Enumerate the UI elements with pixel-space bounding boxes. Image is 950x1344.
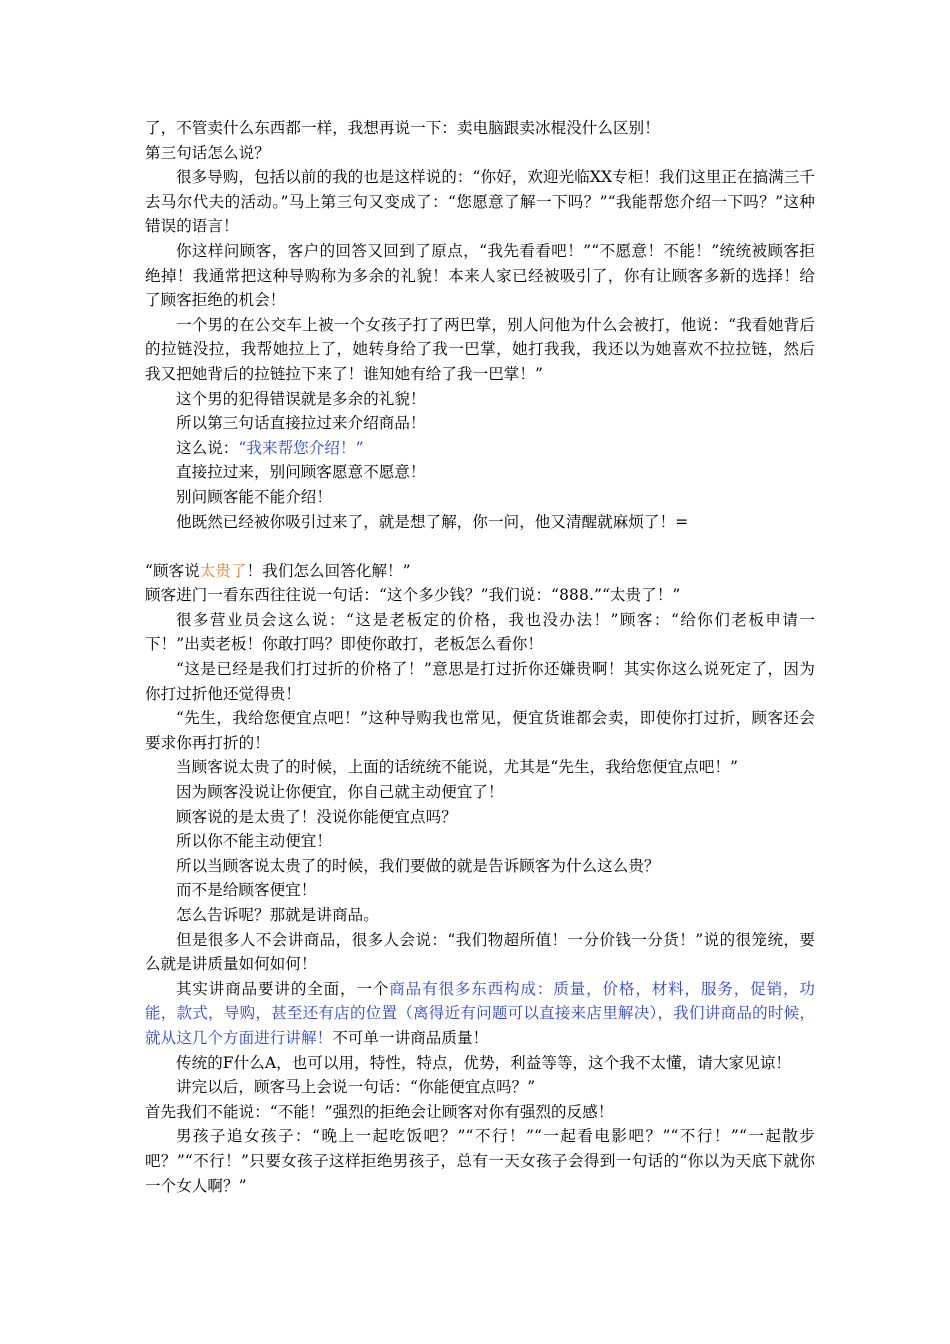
text-span: 顾客说的是太贵了！没说你能便宜点吗？ [176,807,457,826]
paragraph [145,780,815,805]
highlighted-text: 商品有很多东西构成：质量，价格，材料，服务，促销，功能，款式，导购，甚至还有店的位置（离得近有问题可以直接来店里解决），我们讲商品的时候，就从这几个方面进行讲解！ [145,979,815,1047]
paragraph [145,460,815,485]
text-span: 很多营业员会这么说：“这是老板定的价格，我也没办法！”顾客：“给你们老板申请一下！”出卖老板！你敢打吗？即使你敢打，老板怎么看你！ [145,610,815,654]
paragraph [145,436,815,461]
text-span: ！我们怎么回答化解！” [246,561,411,580]
text-span: 怎么告诉呢？那就是讲商品。 [176,906,379,924]
text-span: 首先我们不能说：“不能！”强烈的拒绝会让顾客对你有强烈的反感！ [145,1102,614,1121]
document-page [145,116,815,1198]
text-span: 但是很多人不会讲商品，很多人会说：“我们物超所值！一分价钱一分货！”说的很笼统，要么就是讲质量如何如何！ [145,930,815,974]
text-span: 所以你不能主动便宜！ [176,832,333,851]
text-span: “先生，我给您便宜点吧！”这种导购我也常见，便宜货谁都会卖，即使你打过折，顾客还会要求你再打折的！ [145,709,815,752]
paragraph [145,239,815,313]
paragraph [145,706,815,755]
text-span: 传统的F什么A，也可以用，特性，特点，优势，利益等等，这个我不太懂，请大家见谅！ [176,1053,791,1072]
paragraph [145,608,815,657]
paragraph [145,1124,815,1198]
paragraph [145,559,815,584]
text-span: 当顾客说太贵了的时候，上面的话统统不能说，尤其是“先生，我给您便宜点吧！” [176,758,739,777]
paragraph [145,165,815,239]
paragraph [145,141,815,166]
paragraph [145,878,815,903]
paragraph [145,510,815,535]
text-span: 一个男的在公交车上被一个女孩子打了两巴掌，别人问他为什么会被打，他说：“我看她背后的拉链没拉，我帮她拉上了，她转身给了我一巴掌，她打我我，我还以为她喜欢不拉拉链，然后我又把她背后的拉链拉下来了！谁知她有给了我一巴掌！” [145,315,815,383]
text-span: 第三句话怎么说？ [145,143,270,162]
text-span: 这个男的犯得错误就是多余的礼貌！ [176,389,426,408]
paragraph [145,1051,815,1076]
text-span: 了，不管卖什么东西都一样，我想再说一下：卖电脑跟卖冰棍没什么区别！ [145,119,660,137]
paragraph [145,755,815,780]
text-span: 他既然已经被你吸引过来了，就是想了解，你一问，他又清醒就麻烦了！= [176,512,689,531]
paragraph [145,485,815,510]
highlighted-text: “我来帮您介绍！” [238,438,364,457]
paragraph [145,1075,815,1100]
highlighted-text: 太贵了 [199,561,247,580]
text-span: “这是已经是我们打过折的价格了！”意思是打过折你还嫌贵啊！其实你这么说死定了，因为你打过折他还觉得贵！ [145,660,815,703]
paragraph [145,411,815,436]
text-span: 所以当顾客说太贵了的时候，我们要做的就是告诉顾客为什么这么贵？ [176,856,660,875]
paragraph [145,928,815,977]
text-span: 这么说： [176,438,239,457]
paragraph [145,805,815,830]
text-span: 不可单一讲商品质量！ [332,1028,489,1047]
text-span: 而不是给顾客便宜！ [176,881,317,900]
text-span: 因为顾客没说让你便宜，你自己就主动便宜了！ [176,783,504,802]
text-span: 你这样问顾客，客户的回答又回到了原点，“我先看看吧！”“不愿意！不能！”统统被顾客拒绝掉！我通常把这种导购称为多余的礼貌！本来人家已经被吸引了，你有让顾客多新的选择！给了顾客拒绝的机会！ [145,241,815,310]
paragraph [145,1100,815,1125]
text-span: 其实讲商品要讲的全面，一个 [176,979,390,998]
text-span: “顾客说 [145,561,200,580]
text-span: 讲完以后，顾客马上会说一句话：“你能便宜点吗？” [176,1078,536,1097]
paragraph [145,313,815,387]
text-span: 所以第三句话直接拉过来介绍商品！ [176,414,426,433]
paragraph [145,854,815,879]
paragraph [145,116,815,141]
text-span: 顾客进门一看东西往往说一句话：“这个多少钱？”我们说：“888.”“太贵了！” [145,586,681,605]
blank-line [145,534,815,559]
paragraph [145,387,815,412]
text-span: 别问顾客能不能介绍！ [176,487,333,506]
text-span: 男孩子追女孩子：“晚上一起吃饭吧？”“不行！”“一起看电影吧？”“不行！”“一起散步吧？”“不行！”只要女孩子这样拒绝男孩子，总有一天女孩子会得到一句话的“你以为天底下就你一个女人啊？” [145,1127,815,1195]
paragraph [145,657,815,706]
paragraph [145,583,815,608]
paragraph [145,829,815,854]
paragraph [145,903,815,928]
text-span: 很多导购，包括以前的我的也是这样说的：“你好，欢迎光临XX专柜！我们这里正在搞满三千去马尔代夫的活动。”马上第三句又变成了：“您愿意了解一下吗？”“我能帮您介绍一下吗？”这种错误的语言！ [145,168,815,236]
paragraph [145,977,815,1051]
text-span: 直接拉过来，别问顾客愿意不愿意！ [176,463,426,482]
